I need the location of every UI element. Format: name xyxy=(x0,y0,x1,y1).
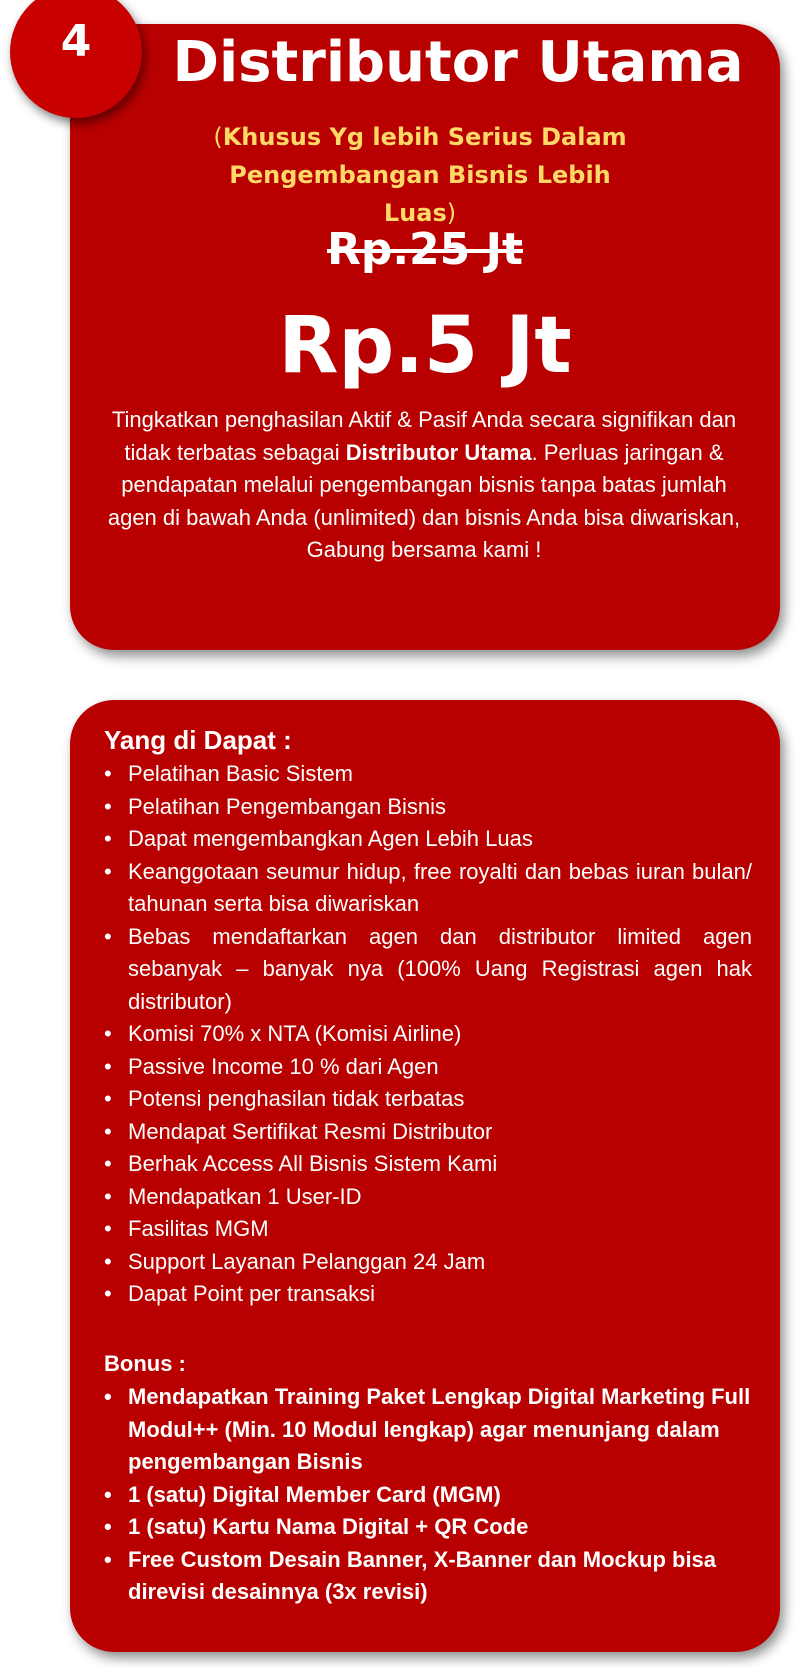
subtitle-close-paren: ) xyxy=(446,199,457,227)
benefits-title: Yang di Dapat : xyxy=(104,725,292,755)
bullet-icon: • xyxy=(104,1248,112,1274)
benefit-text: Bebas mendaftarkan agen dan distributor limited agen sebanyak – banyak nya (100% Uang Registrasi agen hak distributor) xyxy=(128,923,752,1014)
benefit-item xyxy=(104,1051,752,1084)
benefit-text: Keanggotaan seumur hidup, free royalti dan bebas iuran bulan/ tahunan serta bisa diwariskan xyxy=(128,858,752,916)
benefit-item xyxy=(104,1278,752,1311)
benefit-item xyxy=(104,1148,752,1181)
bullet-icon: • xyxy=(104,858,112,884)
benefit-text: Fasilitas MGM xyxy=(128,1216,269,1241)
benefits-list xyxy=(104,758,752,1311)
subtitle-line1: Khusus Yg lebih Serius Dalam xyxy=(222,123,627,151)
bullet-icon: • xyxy=(104,1021,112,1046)
benefit-text: Berhak Access All Bisnis Sistem Kami xyxy=(128,1151,498,1176)
benefit-item xyxy=(104,823,752,856)
bonus-item xyxy=(104,1381,752,1479)
benefit-text: Dapat mengembangkan Agen Lebih Luas xyxy=(128,826,533,851)
bonus-title: Bonus : xyxy=(104,1351,186,1376)
new-price: Rp.5 Jt xyxy=(278,301,572,391)
benefit-item xyxy=(104,856,752,921)
bullet-icon: • xyxy=(104,761,112,786)
bullet-icon: • xyxy=(104,1216,112,1241)
bullet-icon: • xyxy=(104,1183,112,1209)
bullet-icon: • xyxy=(104,923,112,949)
bonus-text: Free Custom Desain Banner, X-Banner dan Mockup bisa direvisi desainnya (3x revisi) xyxy=(128,1546,717,1604)
benefit-item xyxy=(104,1083,752,1116)
bullet-icon: • xyxy=(104,1281,112,1306)
bullet-icon: • xyxy=(104,826,112,851)
bullet-icon: • xyxy=(104,1481,112,1507)
bullet-icon: • xyxy=(104,1546,112,1572)
bullet-icon: • xyxy=(104,1514,112,1539)
benefit-text: Passive Income 10 % dari Agen xyxy=(128,1053,439,1079)
benefit-text: Potensi penghasilan tidak terbatas xyxy=(128,1086,465,1111)
bullet-icon: • xyxy=(104,1053,112,1079)
benefit-item xyxy=(104,1116,752,1149)
package-description xyxy=(104,404,744,567)
bullet-icon: • xyxy=(104,793,112,819)
bonus-item xyxy=(104,1544,752,1609)
bonus-item xyxy=(104,1511,752,1544)
description-highlight: Distributor Utama xyxy=(345,439,532,465)
bullet-icon: • xyxy=(104,1151,112,1176)
description-text-after: . Perluas jaringan & pendapatan melalui pengembangan bisnis tanpa batas jumlah agen di bawah Anda (unlimited) dan bisnis Anda bisa diwariskan, Gabung bersama kami ! xyxy=(107,439,741,562)
old-price: Rp.25 Jt xyxy=(326,224,524,275)
package-subtitle xyxy=(190,118,650,232)
benefit-text: Dapat Point per transaksi xyxy=(128,1281,376,1306)
bonus-text: 1 (satu) Kartu Nama Digital + QR Code xyxy=(128,1514,529,1539)
benefit-item xyxy=(104,758,752,791)
package-number-badge: 4 xyxy=(10,0,142,118)
bullet-icon: • xyxy=(104,1384,112,1409)
bonus-list xyxy=(104,1381,752,1609)
benefit-text: Pelatihan Basic Sistem xyxy=(128,761,353,786)
description-text-before: Tingkatkan penghasilan Aktif & Pasif Anda secara signifikan dan tidak terbatas sebagai xyxy=(111,407,737,465)
subtitle-line2: Pengembangan Bisnis Lebih Luas xyxy=(229,161,611,227)
benefit-text: Pelatihan Pengembangan Bisnis xyxy=(128,793,447,819)
benefit-text: Komisi 70% x NTA (Komisi Airline) xyxy=(128,1021,462,1046)
bullet-icon: • xyxy=(104,1086,112,1111)
bullet-icon: • xyxy=(104,1118,112,1144)
benefit-item xyxy=(104,1213,752,1246)
benefit-item xyxy=(104,1246,752,1279)
benefit-item xyxy=(104,1018,752,1051)
benefit-text: Mendapat Sertifikat Resmi Distributor xyxy=(128,1118,493,1144)
benefit-item xyxy=(104,1181,752,1214)
bonus-text: Mendapatkan Training Paket Lengkap Digital Marketing Full Modul++ (Min. 10 Modul lengkap) agar menunjang dalam pengembangan Bisnis xyxy=(128,1384,751,1474)
bonus-text: 1 (satu) Digital Member Card (MGM) xyxy=(128,1481,501,1507)
benefit-text: Mendapatkan 1 User-ID xyxy=(128,1183,362,1209)
benefit-text: Support Layanan Pelanggan 24 Jam xyxy=(128,1248,486,1274)
subtitle-open-paren: ( xyxy=(213,123,223,151)
bonus-item xyxy=(104,1479,752,1512)
benefit-item xyxy=(104,791,752,824)
package-title: Distributor Utama xyxy=(172,30,744,95)
benefit-item xyxy=(104,921,752,1019)
